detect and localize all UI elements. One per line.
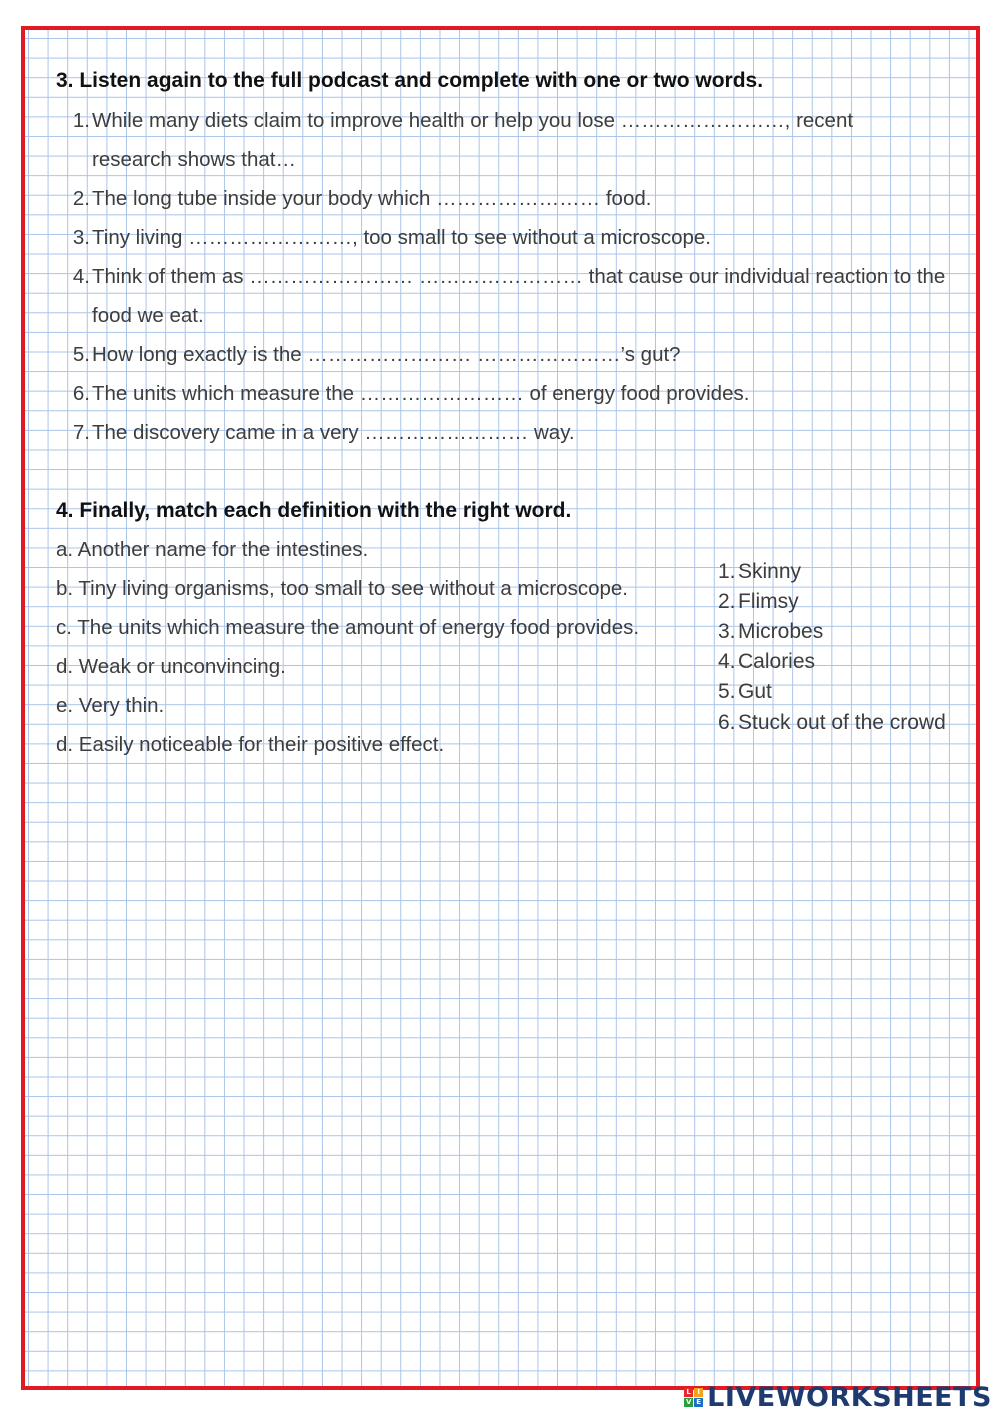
item-number: 1. — [72, 109, 90, 132]
word-text: Flimsy — [738, 590, 799, 613]
word-text: Skinny — [738, 560, 802, 583]
liveworksheets-logo-icon — [684, 1388, 703, 1407]
item-text: The units which measure the …………………… of energy food provides. — [92, 382, 750, 405]
definition-e: e. Very thin. — [56, 694, 165, 717]
ex3-item-3 — [70, 226, 711, 250]
item-text: How long exactly is the …………………… …………………’s gut? — [92, 343, 681, 366]
word-text: Gut — [738, 680, 772, 703]
word-item-5 — [718, 680, 772, 704]
definition-a: a. Another name for the intestines. — [56, 538, 369, 561]
definition-c: c. The units which measure the amount of energy food provides. — [56, 616, 640, 639]
ex3-item-7 — [70, 421, 575, 445]
definition-f: d. Easily noticeable for their positive effect. — [56, 733, 445, 756]
ex3-item-5 — [70, 343, 681, 367]
word-item-4 — [718, 650, 815, 674]
item-number: 7. — [72, 421, 90, 444]
word-number: 4. — [718, 650, 736, 673]
item-text: Think of them as …………………… …………………… that cause our individual reaction to the — [92, 265, 946, 288]
definition-d: d. Weak or unconvincing. — [56, 655, 286, 678]
word-text: Microbes — [738, 620, 824, 643]
logo-letter-i: I — [694, 1388, 703, 1397]
word-text: Stuck out of the crowd — [738, 711, 946, 734]
logo-letter-e: E — [694, 1398, 703, 1407]
logo-letter-l: L — [684, 1388, 693, 1397]
ex3-item-2 — [70, 187, 651, 211]
word-item-2 — [718, 590, 799, 614]
ex3-item-6 — [70, 382, 749, 406]
item-text: The discovery came in a very …………………… way. — [92, 421, 575, 444]
item-number: 6. — [72, 382, 90, 405]
word-item-1 — [718, 560, 801, 584]
word-item-3 — [718, 620, 823, 644]
ex3-item-1 — [70, 109, 853, 133]
word-number: 5. — [718, 680, 736, 703]
definition-b: b. Tiny living organisms, too small to see without a microscope. — [56, 577, 628, 600]
word-text: Calories — [738, 650, 816, 673]
word-number: 3. — [718, 620, 736, 643]
exercise-3-title: 3. Listen again to the full podcast and complete with one or two words. — [56, 69, 764, 92]
word-item-6 — [718, 711, 946, 735]
item-number: 4. — [72, 265, 90, 288]
brand-name: LIVEWORKSHEETS — [707, 1381, 992, 1413]
word-number: 6. — [718, 711, 736, 734]
item-number: 5. — [72, 343, 90, 366]
ex3-item-1-cont: research shows that… — [92, 148, 296, 171]
word-number: 1. — [718, 560, 736, 583]
liveworksheets-brand — [684, 1382, 992, 1412]
ex3-item-4-cont: food we eat. — [92, 304, 204, 327]
exercise-4-title: 4. Finally, match each definition with the right word. — [56, 499, 572, 522]
word-number: 2. — [718, 590, 736, 613]
ex3-item-4 — [70, 265, 945, 289]
item-text: While many diets claim to improve health or help you lose ……………………, recent — [92, 109, 854, 132]
item-number: 3. — [72, 226, 90, 249]
item-text: Tiny living ……………………, too small to see without a microscope. — [92, 226, 711, 249]
logo-letter-v: V — [685, 1398, 692, 1406]
item-number: 2. — [72, 187, 90, 210]
item-text: The long tube inside your body which …………………… food. — [92, 187, 652, 210]
